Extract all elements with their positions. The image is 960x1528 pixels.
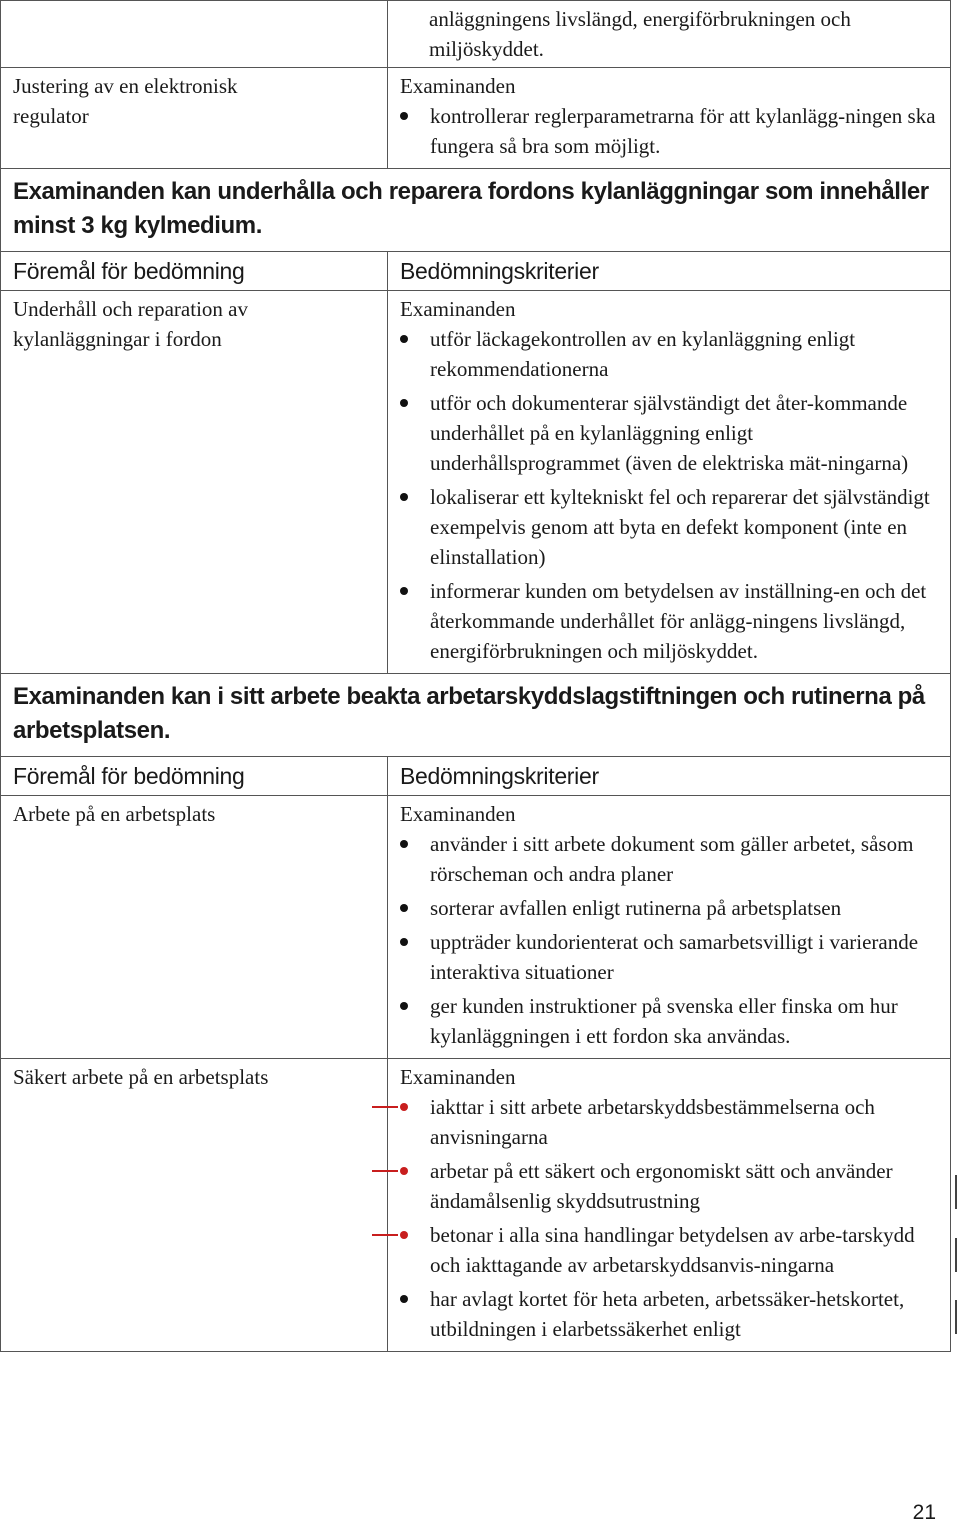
criteria-list: [400, 1092, 942, 1344]
change-bar: [955, 1175, 957, 1209]
column-header-object: [1, 252, 388, 291]
track-change-mark: [372, 1170, 398, 1172]
criteria-cell: [388, 796, 951, 1059]
examiner-label: Examinanden: [400, 297, 516, 321]
list-item: använder i sitt arbete dokument som gäller arbetet, såsom rörscheman och andra planer: [400, 829, 942, 889]
tracked-list-item: [400, 1220, 942, 1280]
table-row: [1, 796, 951, 1059]
list-item: ger kunden instruktioner på svenska eller finska om hur kylanläggningen i ett fordon ska användas.: [400, 991, 942, 1051]
list-item-text: arbetar på ett säkert och ergonomiskt sätt och använder ändamålsenlig skyddsutrustning: [430, 1159, 893, 1213]
tracked-list-item: [400, 1092, 942, 1152]
continuation-row: [1, 1, 951, 68]
section-heading-text: Examinanden kan underhålla och reparera fordons kylanläggningar som innehåller minst 3 kg kylmedium.: [13, 178, 929, 239]
examiner-label: Examinanden: [400, 1065, 516, 1089]
column-header-criteria: [388, 252, 951, 291]
continuation-cell: [388, 1, 951, 68]
list-item-text: betonar i alla sina handlingar betydelsen av arbe-tarskydd och iakttagande av arbetarskyddsanvis-ningarna: [430, 1223, 915, 1277]
assessment-object: Justering av en elektronisk regulator: [1, 68, 388, 169]
table-row: [1, 1059, 951, 1352]
track-change-mark: [372, 1106, 398, 1108]
column-header-text: Föremål för bedömning: [13, 258, 245, 284]
list-item: har avlagt kortet för heta arbeten, arbetssäker-hetskortet, utbildningen i elarbetssäkerhet enligt: [400, 1284, 942, 1344]
track-change-mark: [372, 1234, 398, 1236]
assessment-object: Underhåll och reparation av kylanläggningar i fordon: [1, 291, 388, 674]
criteria-cell: [388, 1059, 951, 1352]
list-item: kontrollerar reglerparametrarna för att kylanlägg-ningen ska fungera så bra som möjligt.: [400, 101, 942, 161]
list-item: utför läckagekontrollen av en kylanläggning enligt rekommendationerna: [400, 324, 942, 384]
empty-cell: [1, 1, 388, 68]
change-bar: [955, 1300, 957, 1334]
list-item: lokaliserar ett kyltekniskt fel och reparerar det självständigt exempelvis genom att byta en defekt komponent (inte en elinstallation): [400, 482, 942, 572]
section-heading-row: [1, 674, 951, 757]
examiner-label: Examinanden: [400, 74, 516, 98]
table-row: [1, 291, 951, 674]
page-number: 21: [912, 1501, 936, 1524]
list-item: uppträder kundorienterat och samarbetsvilligt i varierande interaktiva situationer: [400, 927, 942, 987]
column-header-text: Bedömningskriterier: [400, 763, 599, 789]
criteria-list: [400, 101, 942, 161]
section-heading: [1, 169, 951, 252]
criteria-cell: [388, 68, 951, 169]
tracked-list-item: [400, 1156, 942, 1216]
column-header-row: [1, 757, 951, 796]
change-bar: [955, 1238, 957, 1272]
column-header-text: Bedömningskriterier: [400, 258, 599, 284]
table-row: [1, 68, 951, 169]
assessment-object: Säkert arbete på en arbetsplats: [1, 1059, 388, 1352]
list-item: informerar kunden om betydelsen av inställning-en och det återkommande underhållet för anlägg-ningens livslängd, energiförbrukningen och miljöskyddet.: [400, 576, 942, 666]
column-header-object: [1, 757, 388, 796]
continuation-line: miljöskyddet.: [429, 37, 544, 61]
section-heading-text: Examinanden kan i sitt arbete beakta arbetarskyddslagstiftningen och rutinerna på arbetsplatsen.: [13, 683, 925, 744]
assessment-object: Arbete på en arbetsplats: [1, 796, 388, 1059]
criteria-list: [400, 829, 942, 1051]
continuation-line: anläggningens livslängd, energiförbrukningen och: [429, 7, 851, 31]
criteria-list: [400, 324, 942, 666]
list-item-text: iakttar i sitt arbete arbetarskyddsbestämmelserna och anvisningarna: [430, 1095, 875, 1149]
section-heading-row: [1, 169, 951, 252]
column-header-text: Föremål för bedömning: [13, 763, 245, 789]
examiner-label: Examinanden: [400, 802, 516, 826]
list-item: utför och dokumenterar självständigt det åter-kommande underhållet på en kylanläggning enligt underhållsprogrammet (även de elektriska mät-ningarna): [400, 388, 942, 478]
column-header-criteria: [388, 757, 951, 796]
criteria-cell: [388, 291, 951, 674]
section-heading: [1, 674, 951, 757]
list-item: sorterar avfallen enligt rutinerna på arbetsplatsen: [400, 893, 942, 923]
column-header-row: [1, 252, 951, 291]
